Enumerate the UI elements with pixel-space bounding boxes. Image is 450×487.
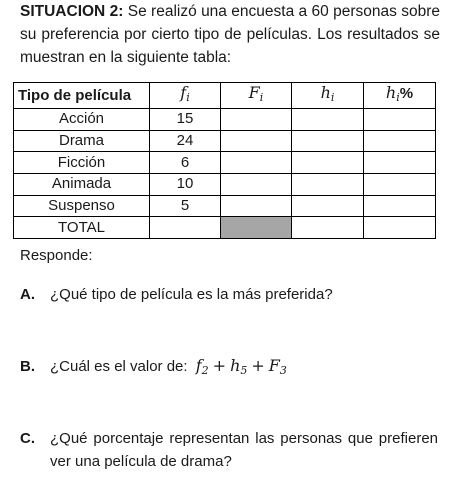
cell-hi-empty[interactable] xyxy=(292,130,364,152)
cell-hip-empty[interactable] xyxy=(364,130,436,152)
table-header-row xyxy=(14,83,436,109)
intro-paragraph xyxy=(20,0,440,69)
cell-tipo: Acción xyxy=(14,109,150,131)
frequency-table xyxy=(13,82,436,239)
cell-hip-empty[interactable] xyxy=(364,174,436,196)
header-Fi-sub: i xyxy=(259,91,264,104)
header-tipo: Tipo de película xyxy=(14,83,150,109)
question-c-text: ¿Qué porcentaje representan las personas que prefieren ver una película de drama? xyxy=(50,430,438,470)
cell-hip-empty[interactable] xyxy=(364,195,436,217)
total-hi-empty[interactable] xyxy=(292,217,364,239)
table-row xyxy=(14,152,436,174)
total-hip-empty[interactable] xyxy=(364,217,436,239)
header-Fi-symbol: F xyxy=(248,83,260,102)
cell-Fi-empty[interactable] xyxy=(221,174,292,196)
table-row xyxy=(14,174,436,196)
header-hip-sub: i xyxy=(396,91,400,104)
cell-hip-empty[interactable] xyxy=(364,109,436,131)
cell-Fi-empty[interactable] xyxy=(221,195,292,217)
table-total-row xyxy=(14,217,436,239)
total-fi-empty[interactable] xyxy=(150,217,221,239)
table-row xyxy=(14,130,436,152)
question-a-letter: A. xyxy=(20,286,35,303)
header-hi-symbol: h xyxy=(320,83,331,102)
header-fi-symbol: f xyxy=(180,83,187,102)
header-Fi xyxy=(221,83,292,109)
intro-text: Se realizó una encuesta a 60 personas sobre su preferencia por cierto tipo de películas. Los resultados se muestran en la siguiente tabla: xyxy=(20,3,440,66)
header-hi-sub: i xyxy=(330,91,335,104)
cell-tipo: Suspenso xyxy=(14,195,150,217)
cell-fi: 24 xyxy=(150,130,221,152)
formula-sub-1: 2 xyxy=(201,364,209,377)
total-Fi-shaded xyxy=(221,217,292,239)
cell-hi-empty[interactable] xyxy=(292,174,364,196)
formula-term-3: F xyxy=(268,356,280,375)
formula-op-2: + xyxy=(251,356,265,375)
cell-fi: 15 xyxy=(150,109,221,131)
header-hi-percent xyxy=(364,83,436,109)
formula xyxy=(196,356,287,375)
cell-tipo: Ficción xyxy=(14,152,150,174)
table-row xyxy=(14,195,436,217)
question-b-text: ¿Cuál es el valor de: xyxy=(50,358,188,375)
cell-Fi-empty[interactable] xyxy=(221,130,292,152)
question-b xyxy=(20,354,287,382)
question-a xyxy=(20,283,333,306)
formula-op-1: + xyxy=(212,356,227,375)
cell-tipo: Animada xyxy=(14,174,150,196)
question-c xyxy=(20,427,440,473)
cell-hi-empty[interactable] xyxy=(292,152,364,174)
formula-term-2: h xyxy=(230,356,241,375)
cell-hip-empty[interactable] xyxy=(364,152,436,174)
header-hi xyxy=(292,83,364,109)
cell-fi: 10 xyxy=(150,174,221,196)
question-c-letter: C. xyxy=(20,430,35,447)
cell-hi-empty[interactable] xyxy=(292,195,364,217)
formula-sub-3: 3 xyxy=(279,364,287,377)
question-b-letter: B. xyxy=(20,358,35,375)
question-a-text: ¿Qué tipo de película es la más preferida? xyxy=(50,286,333,303)
cell-fi: 5 xyxy=(150,195,221,217)
header-fi-sub: i xyxy=(186,91,190,104)
cell-fi: 6 xyxy=(150,152,221,174)
cell-Fi-empty[interactable] xyxy=(221,109,292,131)
header-hip-symbol: h xyxy=(385,83,397,102)
table-row xyxy=(14,109,436,131)
formula-sub-2: 5 xyxy=(240,364,248,377)
header-percent-suffix: % xyxy=(399,85,414,102)
total-label: TOTAL xyxy=(14,217,150,239)
cell-Fi-empty[interactable] xyxy=(221,152,292,174)
situation-label: SITUACION 2: xyxy=(20,3,124,20)
cell-tipo: Drama xyxy=(14,130,150,152)
header-fi xyxy=(150,83,221,109)
formula-term-1: f xyxy=(195,356,202,375)
cell-hi-empty[interactable] xyxy=(292,109,364,131)
responde-label: Responde: xyxy=(20,247,93,264)
